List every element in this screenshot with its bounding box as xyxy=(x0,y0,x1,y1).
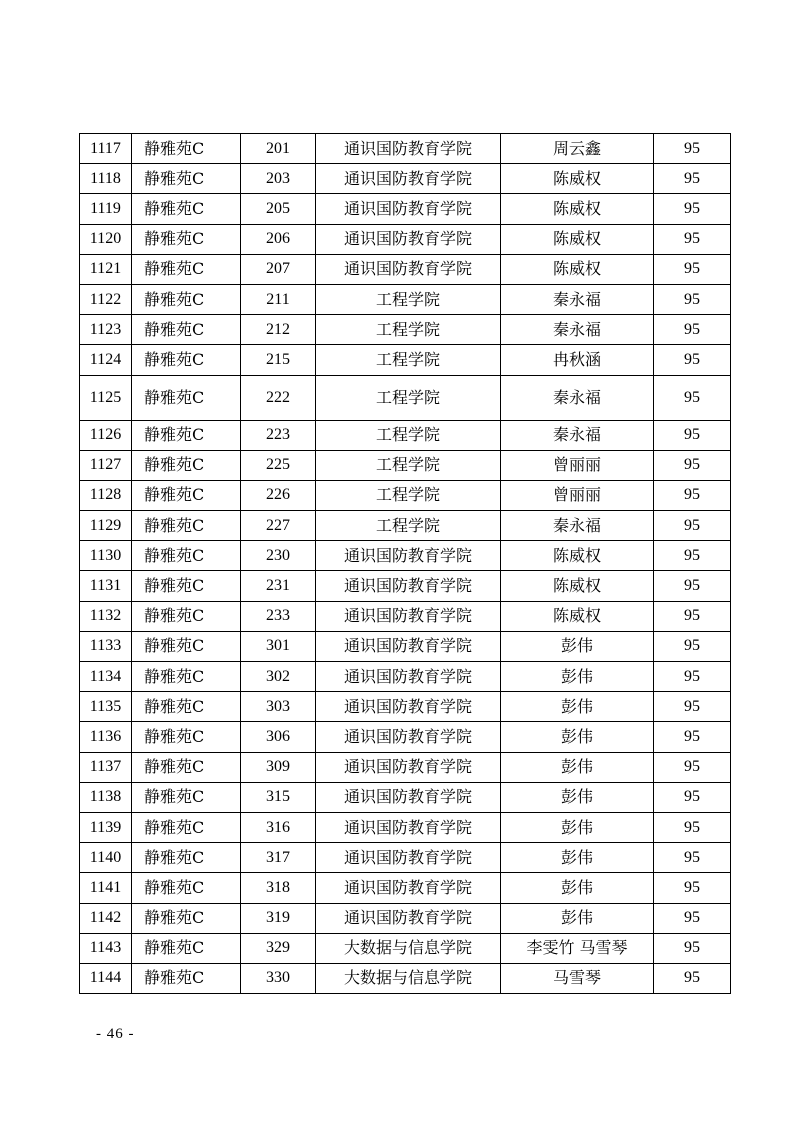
room-number-cell: 231 xyxy=(241,571,316,601)
row-number-cell: 1123 xyxy=(80,315,132,345)
building-cell: 静雅苑C xyxy=(132,134,241,164)
row-number-cell: 1127 xyxy=(80,450,132,480)
table-row xyxy=(80,662,731,692)
room-number-cell: 227 xyxy=(241,511,316,541)
table-row xyxy=(80,541,731,571)
building-cell: 静雅苑C xyxy=(132,752,241,782)
building-cell: 静雅苑C xyxy=(132,315,241,345)
table-row xyxy=(80,284,731,314)
table-row xyxy=(80,782,731,812)
building-cell: 静雅苑C xyxy=(132,284,241,314)
score-cell: 95 xyxy=(654,511,731,541)
college-cell: 通识国防教育学院 xyxy=(316,541,501,571)
building-cell: 静雅苑C xyxy=(132,224,241,254)
table-row xyxy=(80,812,731,842)
person-name-cell: 李雯竹 马雪琴 xyxy=(501,933,654,963)
table-row xyxy=(80,571,731,601)
college-cell: 通识国防教育学院 xyxy=(316,601,501,631)
row-number-cell: 1117 xyxy=(80,134,132,164)
room-number-cell: 211 xyxy=(241,284,316,314)
row-number-cell: 1120 xyxy=(80,224,132,254)
room-number-cell: 330 xyxy=(241,963,316,993)
score-cell: 95 xyxy=(654,782,731,812)
person-name-cell: 陈威权 xyxy=(501,571,654,601)
person-name-cell: 陈威权 xyxy=(501,194,654,224)
building-cell: 静雅苑C xyxy=(132,933,241,963)
person-name-cell: 陈威权 xyxy=(501,254,654,284)
table-row xyxy=(80,134,731,164)
table-row xyxy=(80,164,731,194)
building-cell: 静雅苑C xyxy=(132,571,241,601)
score-cell: 95 xyxy=(654,450,731,480)
person-name-cell: 陈威权 xyxy=(501,224,654,254)
building-cell: 静雅苑C xyxy=(132,963,241,993)
college-cell: 工程学院 xyxy=(316,511,501,541)
table-row xyxy=(80,873,731,903)
person-name-cell: 陈威权 xyxy=(501,164,654,194)
room-number-cell: 201 xyxy=(241,134,316,164)
room-number-cell: 230 xyxy=(241,541,316,571)
score-cell: 95 xyxy=(654,692,731,722)
college-cell: 工程学院 xyxy=(316,315,501,345)
person-name-cell: 彭伟 xyxy=(501,662,654,692)
row-number-cell: 1137 xyxy=(80,752,132,782)
score-cell: 95 xyxy=(654,571,731,601)
person-name-cell: 彭伟 xyxy=(501,843,654,873)
person-name-cell: 彭伟 xyxy=(501,631,654,661)
room-number-cell: 319 xyxy=(241,903,316,933)
building-cell: 静雅苑C xyxy=(132,375,241,420)
college-cell: 通识国防教育学院 xyxy=(316,662,501,692)
building-cell: 静雅苑C xyxy=(132,631,241,661)
score-cell: 95 xyxy=(654,224,731,254)
room-number-cell: 315 xyxy=(241,782,316,812)
row-number-cell: 1126 xyxy=(80,420,132,450)
building-cell: 静雅苑C xyxy=(132,164,241,194)
row-number-cell: 1134 xyxy=(80,662,132,692)
score-cell: 95 xyxy=(654,480,731,510)
college-cell: 工程学院 xyxy=(316,345,501,375)
table-row xyxy=(80,450,731,480)
college-cell: 通识国防教育学院 xyxy=(316,752,501,782)
row-number-cell: 1142 xyxy=(80,903,132,933)
row-number-cell: 1144 xyxy=(80,963,132,993)
room-number-cell: 206 xyxy=(241,224,316,254)
building-cell: 静雅苑C xyxy=(132,511,241,541)
row-number-cell: 1124 xyxy=(80,345,132,375)
table-row xyxy=(80,601,731,631)
score-cell: 95 xyxy=(654,375,731,420)
table-row xyxy=(80,194,731,224)
college-cell: 通识国防教育学院 xyxy=(316,722,501,752)
score-cell: 95 xyxy=(654,903,731,933)
person-name-cell: 周云鑫 xyxy=(501,134,654,164)
page-number: - 46 - xyxy=(96,1026,135,1042)
score-cell: 95 xyxy=(654,284,731,314)
building-cell: 静雅苑C xyxy=(132,601,241,631)
score-cell: 95 xyxy=(654,194,731,224)
row-number-cell: 1130 xyxy=(80,541,132,571)
row-number-cell: 1119 xyxy=(80,194,132,224)
row-number-cell: 1131 xyxy=(80,571,132,601)
score-cell: 95 xyxy=(654,662,731,692)
person-name-cell: 彭伟 xyxy=(501,692,654,722)
college-cell: 通识国防教育学院 xyxy=(316,631,501,661)
table-row xyxy=(80,224,731,254)
building-cell: 静雅苑C xyxy=(132,345,241,375)
table-row xyxy=(80,963,731,993)
room-number-cell: 329 xyxy=(241,933,316,963)
room-number-cell: 317 xyxy=(241,843,316,873)
room-number-cell: 301 xyxy=(241,631,316,661)
building-cell: 静雅苑C xyxy=(132,722,241,752)
person-name-cell: 彭伟 xyxy=(501,903,654,933)
person-name-cell: 曾丽丽 xyxy=(501,450,654,480)
table-row xyxy=(80,254,731,284)
score-cell: 95 xyxy=(654,843,731,873)
table-row xyxy=(80,420,731,450)
person-name-cell: 冉秋涵 xyxy=(501,345,654,375)
building-cell: 静雅苑C xyxy=(132,873,241,903)
room-number-cell: 225 xyxy=(241,450,316,480)
college-cell: 通识国防教育学院 xyxy=(316,134,501,164)
person-name-cell: 彭伟 xyxy=(501,812,654,842)
room-number-cell: 318 xyxy=(241,873,316,903)
row-number-cell: 1122 xyxy=(80,284,132,314)
row-number-cell: 1141 xyxy=(80,873,132,903)
score-cell: 95 xyxy=(654,420,731,450)
person-name-cell: 秦永福 xyxy=(501,284,654,314)
score-cell: 95 xyxy=(654,933,731,963)
building-cell: 静雅苑C xyxy=(132,812,241,842)
score-cell: 95 xyxy=(654,134,731,164)
person-name-cell: 陈威权 xyxy=(501,541,654,571)
college-cell: 通识国防教育学院 xyxy=(316,571,501,601)
room-number-cell: 303 xyxy=(241,692,316,722)
row-number-cell: 1136 xyxy=(80,722,132,752)
person-name-cell: 曾丽丽 xyxy=(501,480,654,510)
table-row xyxy=(80,903,731,933)
row-number-cell: 1138 xyxy=(80,782,132,812)
building-cell: 静雅苑C xyxy=(132,254,241,284)
table-row xyxy=(80,480,731,510)
room-number-cell: 233 xyxy=(241,601,316,631)
row-number-cell: 1139 xyxy=(80,812,132,842)
room-number-cell: 226 xyxy=(241,480,316,510)
person-name-cell: 彭伟 xyxy=(501,722,654,752)
room-number-cell: 207 xyxy=(241,254,316,284)
score-cell: 95 xyxy=(654,873,731,903)
dormitory-score-table xyxy=(79,133,731,994)
table-body xyxy=(80,134,731,994)
person-name-cell: 秦永福 xyxy=(501,375,654,420)
table-row xyxy=(80,692,731,722)
room-number-cell: 222 xyxy=(241,375,316,420)
building-cell: 静雅苑C xyxy=(132,450,241,480)
college-cell: 通识国防教育学院 xyxy=(316,164,501,194)
person-name-cell: 秦永福 xyxy=(501,420,654,450)
college-cell: 通识国防教育学院 xyxy=(316,812,501,842)
row-number-cell: 1125 xyxy=(80,375,132,420)
score-cell: 95 xyxy=(654,164,731,194)
college-cell: 工程学院 xyxy=(316,450,501,480)
college-cell: 工程学院 xyxy=(316,480,501,510)
score-cell: 95 xyxy=(654,963,731,993)
building-cell: 静雅苑C xyxy=(132,480,241,510)
college-cell: 工程学院 xyxy=(316,375,501,420)
score-cell: 95 xyxy=(654,752,731,782)
room-number-cell: 205 xyxy=(241,194,316,224)
college-cell: 通识国防教育学院 xyxy=(316,224,501,254)
person-name-cell: 秦永福 xyxy=(501,315,654,345)
table-row xyxy=(80,843,731,873)
college-cell: 通识国防教育学院 xyxy=(316,254,501,284)
score-cell: 95 xyxy=(654,254,731,284)
score-cell: 95 xyxy=(654,631,731,661)
table-row xyxy=(80,345,731,375)
college-cell: 通识国防教育学院 xyxy=(316,692,501,722)
score-cell: 95 xyxy=(654,541,731,571)
building-cell: 静雅苑C xyxy=(132,782,241,812)
person-name-cell: 马雪琴 xyxy=(501,963,654,993)
building-cell: 静雅苑C xyxy=(132,692,241,722)
table-row xyxy=(80,375,731,420)
row-number-cell: 1133 xyxy=(80,631,132,661)
score-cell: 95 xyxy=(654,315,731,345)
room-number-cell: 215 xyxy=(241,345,316,375)
room-number-cell: 302 xyxy=(241,662,316,692)
building-cell: 静雅苑C xyxy=(132,420,241,450)
row-number-cell: 1140 xyxy=(80,843,132,873)
person-name-cell: 秦永福 xyxy=(501,511,654,541)
table-row xyxy=(80,631,731,661)
building-cell: 静雅苑C xyxy=(132,194,241,224)
college-cell: 工程学院 xyxy=(316,420,501,450)
room-number-cell: 203 xyxy=(241,164,316,194)
college-cell: 通识国防教育学院 xyxy=(316,903,501,933)
score-cell: 95 xyxy=(654,345,731,375)
table-row xyxy=(80,511,731,541)
row-number-cell: 1143 xyxy=(80,933,132,963)
table-row xyxy=(80,315,731,345)
row-number-cell: 1132 xyxy=(80,601,132,631)
college-cell: 通识国防教育学院 xyxy=(316,194,501,224)
building-cell: 静雅苑C xyxy=(132,662,241,692)
row-number-cell: 1118 xyxy=(80,164,132,194)
score-cell: 95 xyxy=(654,601,731,631)
row-number-cell: 1129 xyxy=(80,511,132,541)
building-cell: 静雅苑C xyxy=(132,843,241,873)
row-number-cell: 1135 xyxy=(80,692,132,722)
score-cell: 95 xyxy=(654,722,731,752)
building-cell: 静雅苑C xyxy=(132,903,241,933)
room-number-cell: 309 xyxy=(241,752,316,782)
room-number-cell: 306 xyxy=(241,722,316,752)
table-row xyxy=(80,722,731,752)
college-cell: 大数据与信息学院 xyxy=(316,963,501,993)
building-cell: 静雅苑C xyxy=(132,541,241,571)
score-cell: 95 xyxy=(654,812,731,842)
person-name-cell: 彭伟 xyxy=(501,873,654,903)
college-cell: 通识国防教育学院 xyxy=(316,843,501,873)
table-row xyxy=(80,752,731,782)
table-row xyxy=(80,933,731,963)
person-name-cell: 彭伟 xyxy=(501,782,654,812)
college-cell: 工程学院 xyxy=(316,284,501,314)
person-name-cell: 彭伟 xyxy=(501,752,654,782)
room-number-cell: 212 xyxy=(241,315,316,345)
row-number-cell: 1121 xyxy=(80,254,132,284)
row-number-cell: 1128 xyxy=(80,480,132,510)
room-number-cell: 316 xyxy=(241,812,316,842)
room-number-cell: 223 xyxy=(241,420,316,450)
person-name-cell: 陈威权 xyxy=(501,601,654,631)
college-cell: 通识国防教育学院 xyxy=(316,782,501,812)
college-cell: 通识国防教育学院 xyxy=(316,873,501,903)
college-cell: 大数据与信息学院 xyxy=(316,933,501,963)
